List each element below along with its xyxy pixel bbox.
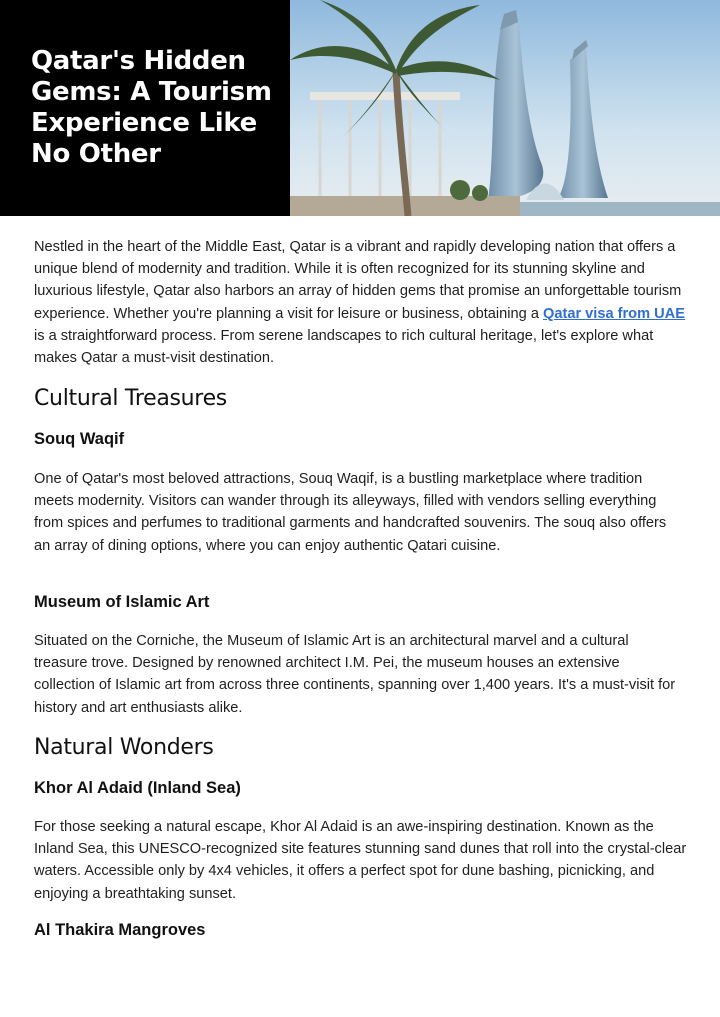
title-panel: [0, 0, 290, 216]
subsection-heading: Museum of Islamic Art: [34, 593, 210, 611]
subsection-heading: Souq Waqif: [34, 430, 125, 448]
section-heading: Cultural Treasures: [34, 386, 227, 411]
intro-text-continued: is a straightforward process. From serene landscapes to rich cultural heritage, let's explore what makes Qatar a must-visit destination.: [34, 327, 654, 367]
subsection-paragraph: For those seeking a natural escape, Khor Al Adaid is an awe-inspiring destination. Known as the Inland Sea, this UNESCO-recognized site features stunning sand dunes that roll into the crystal-clear waters. Accessible only by 4x4 vehicles, it offers a perfect spot for dune bashing, picnicking, and enjoying a breathtaking sunset.: [34, 819, 687, 902]
subsection-heading: Al Thakira Mangroves: [34, 921, 206, 939]
subsection-heading: Khor Al Adaid (Inland Sea): [34, 779, 241, 797]
hero-photo: [290, 0, 720, 216]
qatar-visa-link[interactable]: Qatar visa from UAE: [543, 305, 685, 322]
page-title: Qatar's Hidden Gems: A Tourism Experience Like No Other: [31, 46, 272, 169]
hero-banner: [0, 0, 720, 216]
intro-text: Nestled in the heart of the Middle East, Qatar is a vibrant and rapidly developing nation that offers a unique blend of modernity and tradition. While it is often recognized for its stunning skyline and luxurious lifestyle, Qatar also harbors an array of hidden gems that promise an unforgettable tourism experience. Whether you're planning a visit for leisure or business, obtaining a: [34, 239, 682, 322]
subsection-paragraph: Situated on the Corniche, the Museum of Islamic Art is an architectural marvel and a cultural treasure trove. Designed by renowned architect I.M. Pei, the museum houses an extensive collection of Islamic art from across three continents, spanning over 1,400 years. It's a must-visit for history and art enthusiasts alike.: [34, 633, 676, 716]
subsection-paragraph: One of Qatar's most beloved attractions, Souq Waqif, is a bustling marketplace where tradition meets modernity. Visitors can wander through its alleyways, filled with vendors selling everything from spices and perfumes to traditional garments and handcrafted souvenirs. The souq also offers an array of dining options, where you can enjoy authentic Qatari cuisine.: [34, 471, 667, 554]
section-heading: Natural Wonders: [34, 735, 214, 760]
intro-paragraph: [34, 236, 689, 369]
